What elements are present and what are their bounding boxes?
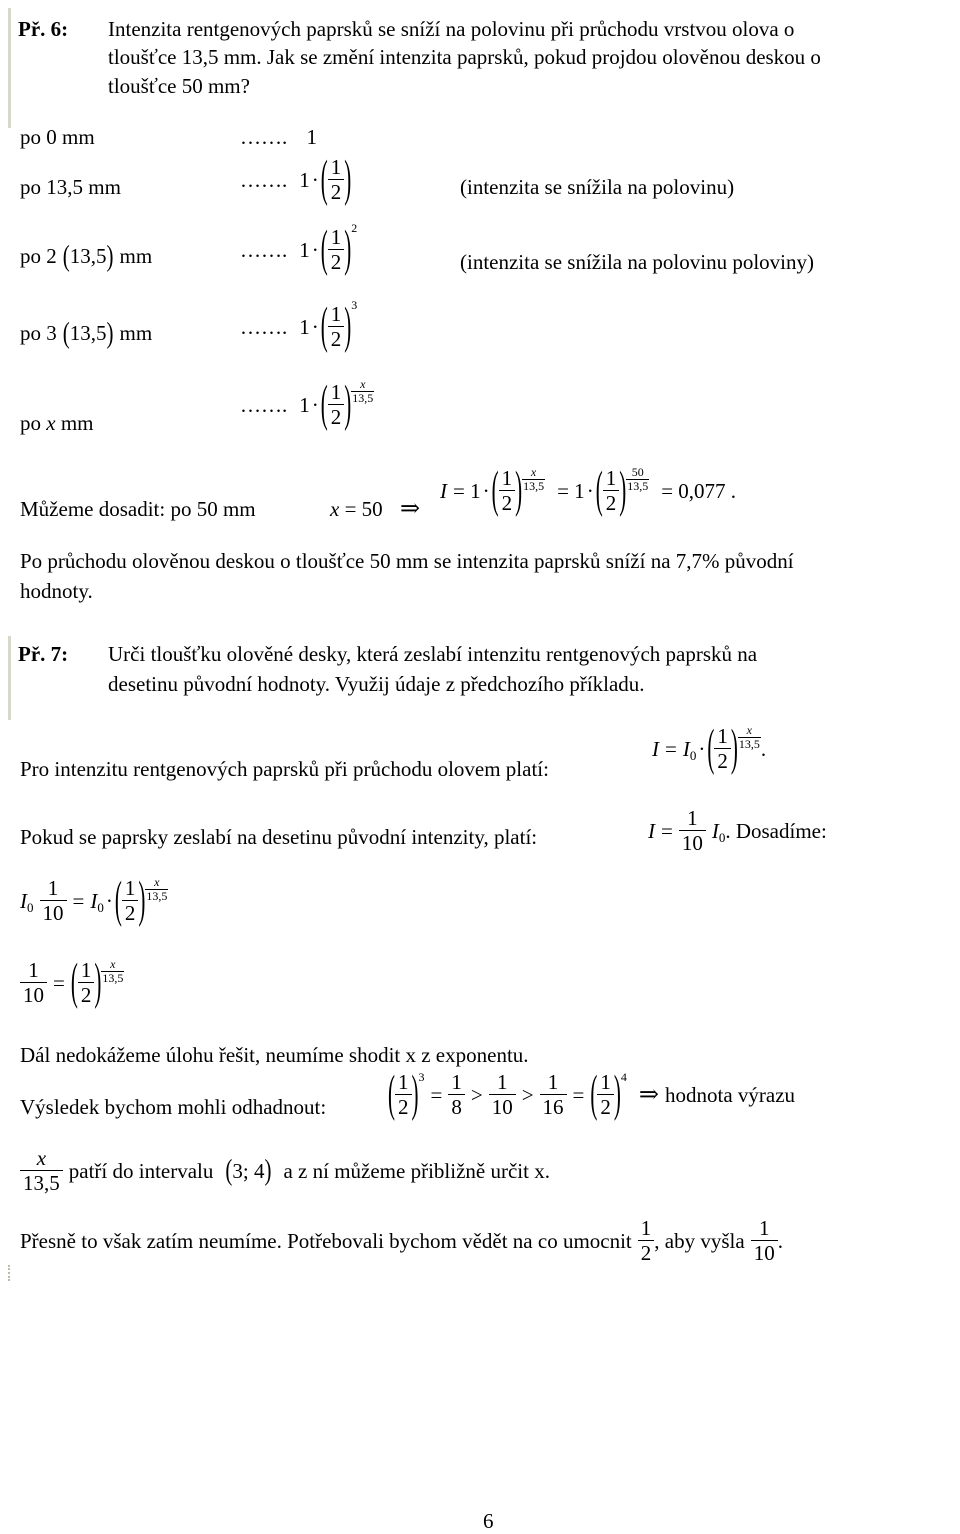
row4-fraction: $\frac{1}{2}$ (328, 380, 345, 429)
row1-note: (intenzita se snížila na polovinu) (460, 175, 735, 199)
row3-formula: ……. 1 · ( $\frac{1}{2}$ ) 3 (240, 296, 358, 355)
row0-one: 1 (306, 125, 317, 149)
row2-left: po 2 ( 13,5 ) mm (20, 238, 153, 273)
row2-exponent: 2 (351, 221, 358, 235)
ex7-text-line1: Urči tloušťku olověné desky, která zeslabí intenzitu rentgenových paprsků na (108, 642, 758, 666)
row1-one: 1 (299, 167, 310, 192)
row0-left: po 0 mm (20, 125, 95, 149)
row2-formula: ……. 1 · ( $\frac{1}{2}$ ) 2 (240, 219, 358, 278)
row3-exponent: 3 (351, 298, 358, 312)
ex6-label: Př. 6: (18, 17, 69, 41)
implies-arrow: ⇒ (400, 496, 421, 522)
row4-dots: ……. (240, 392, 288, 417)
margin-bar-ex6 (8, 8, 11, 128)
row3-fraction: $\frac{1}{2}$ (328, 302, 345, 351)
substitution-text: Můžeme dosadit: po 50 mm (20, 497, 256, 521)
margin-bar-ex7 (8, 636, 11, 720)
margin-dots (8, 1265, 10, 1281)
row2-one: 1 (299, 237, 310, 262)
estimate-arrow: ⇒ (638, 1081, 659, 1108)
ex6-text-line3: tloušťce 50 mm? (108, 74, 250, 98)
substitution-formula: I = 1 · ( $\frac{1}{2}$ ) x 13,5 = 1 · ( $\frac{1}{2}$ ) 50 13,5 = 0,077 . (440, 460, 737, 519)
row1-left: po 13,5 mm (20, 175, 121, 199)
row1-formula: ……. 1 · ( $\frac{1}{2}$ ) (240, 149, 352, 208)
cannot-solve-text: Dál nedokážeme úlohu řešit, neumíme shodit x z exponentu. (20, 1043, 529, 1067)
page-number: 6 (483, 1509, 494, 1533)
row2-note: (intenzita se snížila na polovinu poloviny) (460, 250, 815, 274)
equation-b: $\frac{1}{10}$ = ( $\frac{1}{2}$ ) x 13,5 (20, 958, 124, 1007)
final-line: Přesně to však zatím neumíme. Potřebovali bychom vědět na co umocnit $\frac{1}{2}$ , aby vyšla $\frac{1}{10}$ . (20, 1216, 783, 1266)
row2-dots: ……. (240, 237, 288, 262)
row2-fraction: $\frac{1}{2}$ (328, 225, 345, 274)
row4-one: 1 (299, 392, 310, 417)
estimate-text: Výsledek bychom mohli odhadnout: (20, 1095, 327, 1119)
ex7-text-line2: desetinu původní hodnoty. Využij údaje z předchozího příkladu. (108, 672, 645, 696)
row3-left: po 3 ( 13,5 ) mm (20, 315, 153, 350)
ex6-text-line2: tloušťce 13,5 mm. Jak se změní intenzita paprsků, pokud projdou olověnou deskou o (108, 45, 821, 69)
tenth-formula: I = $\frac{1}{10}$ I 0 . Dosadíme: (648, 806, 827, 856)
ex6-conclusion-line2: hodnoty. (20, 579, 93, 603)
law-formula: I = I 0 · ( $\frac{1}{2}$ ) x 13,5 . (652, 718, 767, 777)
row4-left: po x mm (20, 411, 94, 435)
equation-a: I 0 $\frac{1}{10}$ = I 0 · ( $\frac{1}{2}$ ) x 13,5 (20, 870, 168, 929)
ex6-conclusion-line1: Po průchodu olověnou deskou o tloušťce 50 mm se intenzita paprsků sníží na 7,7% původní (20, 549, 794, 573)
row0-dots: ……. (240, 125, 288, 149)
ex6-text-line1: Intenzita rentgenových paprsků se sníží na polovinu při průchodu vrstvou olova o (108, 17, 795, 41)
row1-fraction: $\frac{1}{2}$ (328, 155, 345, 204)
law-text: Pro intenzitu rentgenových paprsků při průchodu olovem platí: (20, 757, 549, 781)
tenth-text: Pokud se paprsky zeslabí na desetinu původní intenzity, platí: (20, 825, 538, 849)
ex7-label: Př. 7: (18, 642, 69, 666)
estimate-formula: ( $\frac{1}{2}$ ) 3 = $\frac{1}{8}$ > $\frac{1}{10}$ > $\frac{1}{16}$ = ( $\frac{1}{2}$ ) 4 ⇒ hodnota výrazu (388, 1064, 796, 1123)
substitution-x50: x = 50 (330, 497, 383, 521)
row4-formula: ……. 1 · ( $\frac{1}{2}$ ) x 13,5 (240, 374, 374, 433)
row3-dots: ……. (240, 314, 288, 339)
row4-exponent: x 13,5 (352, 377, 374, 405)
row0-value (240, 124, 317, 150)
row1-dots: ……. (240, 167, 288, 192)
row3-one: 1 (299, 314, 310, 339)
interval-line: $\frac{x}{13,5}$ patří do intervalu ( 3; 4 ) a z ní můžeme přibližně určit x. (20, 1146, 550, 1195)
